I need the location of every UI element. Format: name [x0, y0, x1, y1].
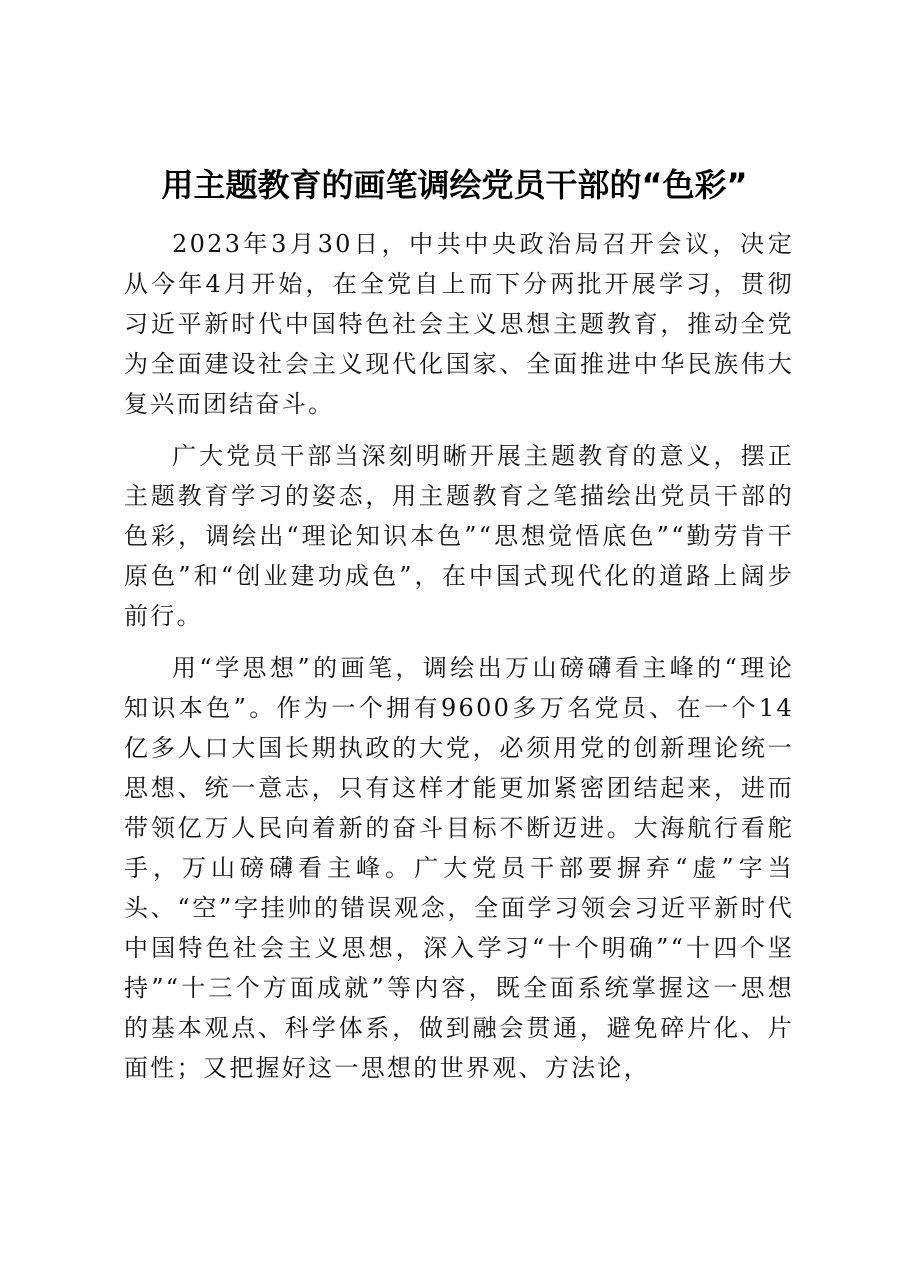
document-body [124, 224, 794, 1100]
paragraph-1: 2023年3月30日，中共中央政治局召开会议，决定从今年4月开始，在全党自上而下分两批开展学习，贯彻习近平新时代中国特色社会主义思想主题教育，推动全党为全面建设社会主义现代化国家、全面推进中华民族伟大复兴而团结奋斗。 [124, 230, 794, 418]
paragraph-2: 广大党员干部当深刻明晰开展主题教育的意义，摆正主题教育学习的姿态，用主题教育之笔描绘出党员干部的色彩，调绘出“理论知识本色”“思想觉悟底色”“勤劳肯干原色”和“创业建功成色”，在中国式现代化的道路上阔步前行。 [124, 442, 794, 630]
paragraph-3: 用“学思想”的画笔，调绘出万山磅礴看主峰的“理论知识本色”。作为一个拥有9600多万名党员、在一个14亿多人口大国长期执政的大党，必须用党的创新理论统一思想、统一意志，只有这样才能更加紧密团结起来，进而带领亿万人民向着新的奋斗目标不断迈进。大海航行看舵手，万山磅礴看主峰。广大党员干部要摒弃“虚”字当头、“空”字挂帅的错误观念，全面学习领会习近平新时代中国特色社会主义思想，深入学习“十个明确”“十四个坚持”“十三个方面成就”等内容，既全面系统掌握这一思想的基本观点、科学体系，做到融会贯通，避免碎片化、片面性；又把握好这一思想的世界观、方法论， [124, 654, 794, 1082]
document-title: 用主题教育的画笔调绘党员干部的“色彩” [161, 166, 748, 204]
